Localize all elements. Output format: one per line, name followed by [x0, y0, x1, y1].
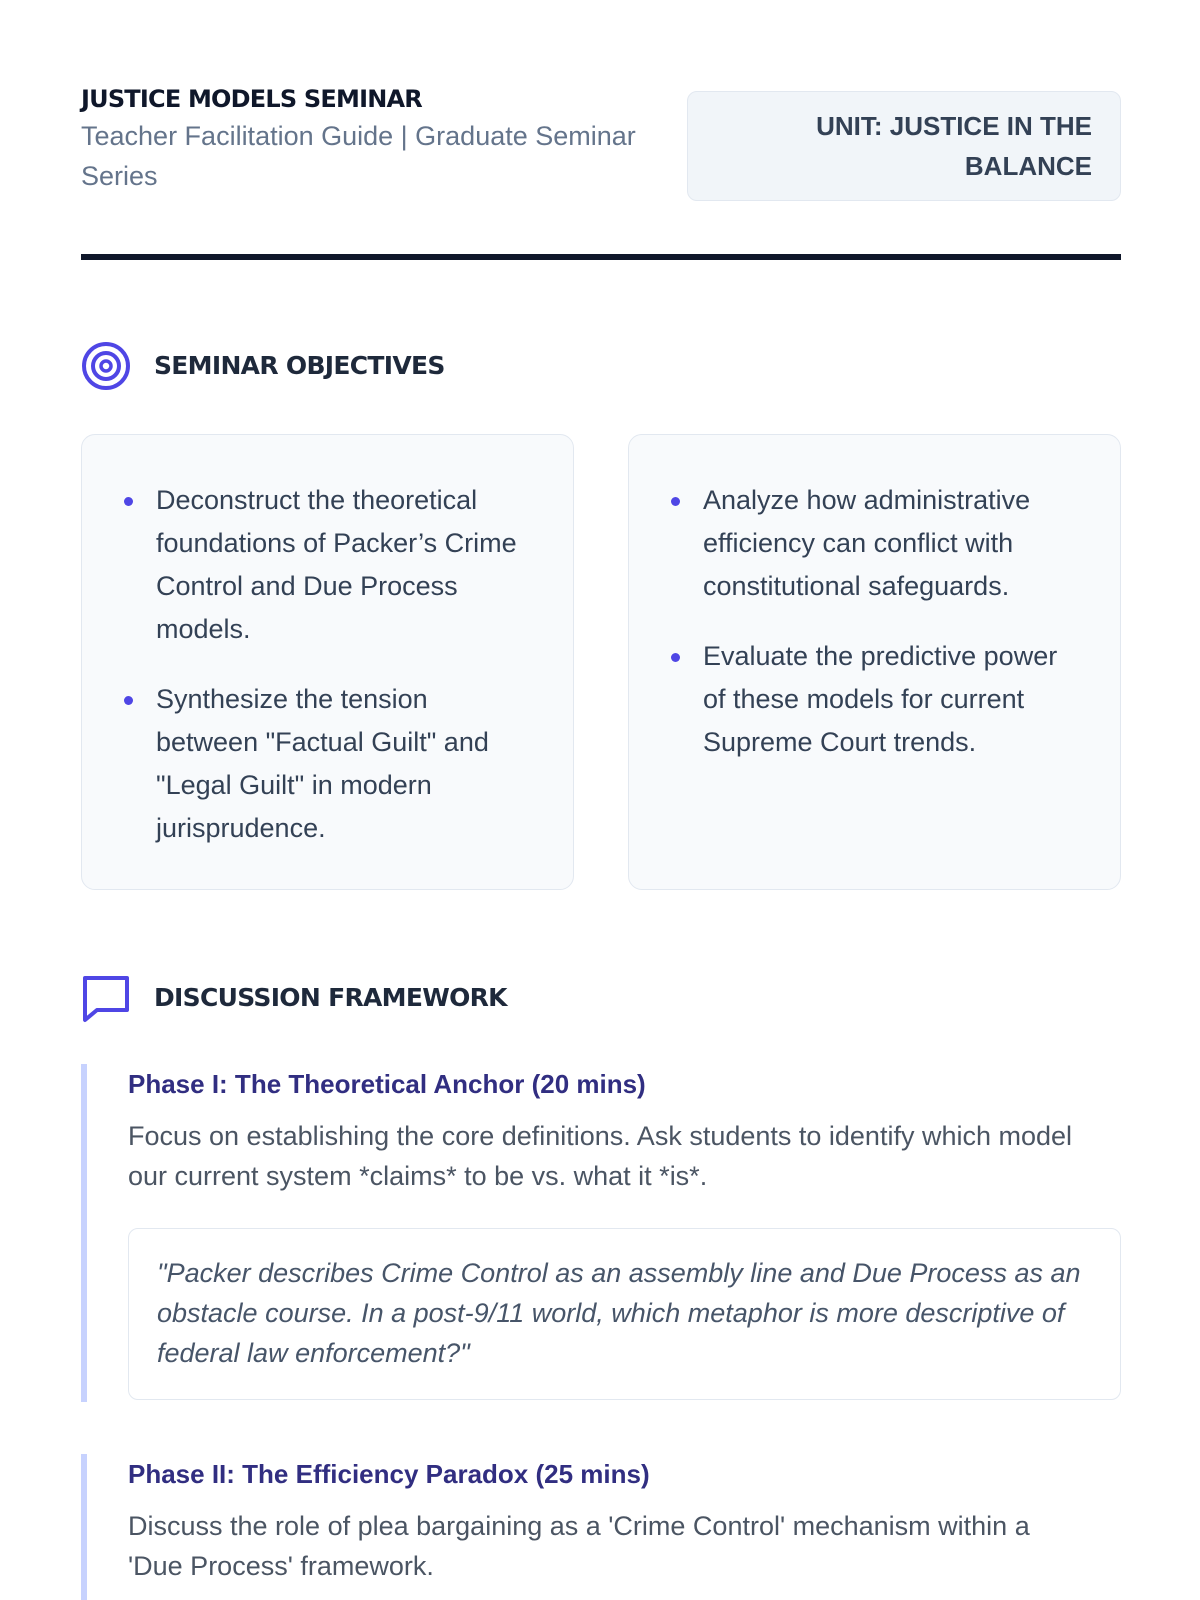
- page-title: JUSTICE MODELS SEMINAR: [81, 85, 422, 113]
- phase-title: Phase I: The Theoretical Anchor (20 mins): [128, 1069, 646, 1099]
- objective-text: Analyze how administrative efficiency can conflict with constitutional safeguards.: [703, 485, 1031, 601]
- objectives-list-left: [120, 479, 537, 850]
- phase-description: Focus on establishing the core definitions. Ask students to identify which model our current system *claims* to be vs. what it *is*.: [128, 1121, 1073, 1191]
- objective-item: [120, 678, 537, 850]
- unit-badge: UNIT: JUSTICE IN THE BALANCE: [687, 91, 1121, 201]
- objective-item: [120, 479, 537, 651]
- bullet-icon: [671, 497, 680, 506]
- facilitation-guide-page: [81, 0, 1121, 1600]
- phase-title: Phase II: The Efficiency Paradox (25 mins): [128, 1459, 650, 1489]
- phase-two: [81, 1454, 1121, 1600]
- objective-item: [667, 635, 1084, 764]
- page-header: [81, 82, 1121, 202]
- discussion-heading: DISCUSSION FRAMEWORK: [154, 983, 507, 1012]
- page-subtitle: Teacher Facilitation Guide | Graduate Seminar Series: [81, 121, 636, 191]
- header-divider: [81, 254, 1121, 260]
- phase-one: [81, 1064, 1121, 1402]
- bullet-icon: [671, 653, 680, 662]
- discussion-prompt-quote: "Packer describes Crime Control as an assembly line and Due Process as an obstacle course. In a post-9/11 world, which metaphor is more descriptive of federal law enforcement?": [128, 1228, 1121, 1400]
- target-icon: [81, 340, 131, 392]
- objectives-section-header: [81, 340, 1121, 396]
- objective-item: [667, 479, 1084, 608]
- objectives-heading: SEMINAR OBJECTIVES: [154, 351, 445, 380]
- phase-description: Discuss the role of plea bargaining as a 'Crime Control' mechanism within a 'Due Process' framework.: [128, 1511, 1030, 1581]
- objectives-card-right: [628, 434, 1121, 890]
- bullet-icon: [124, 497, 133, 506]
- objectives-card-left: [81, 434, 574, 890]
- objectives-list-right: [667, 479, 1084, 764]
- objective-text: Evaluate the predictive power of these models for current Supreme Court trends.: [703, 641, 1058, 757]
- objective-text: Deconstruct the theoretical foundations of Packer’s Crime Control and Due Process models.: [156, 485, 517, 644]
- bullet-icon: [124, 696, 133, 705]
- objective-text: Synthesize the tension between "Factual Guilt" and "Legal Guilt" in modern jurisprudence.: [156, 684, 489, 843]
- chat-bubble-icon: [81, 972, 131, 1024]
- discussion-section-header: [81, 972, 1121, 1028]
